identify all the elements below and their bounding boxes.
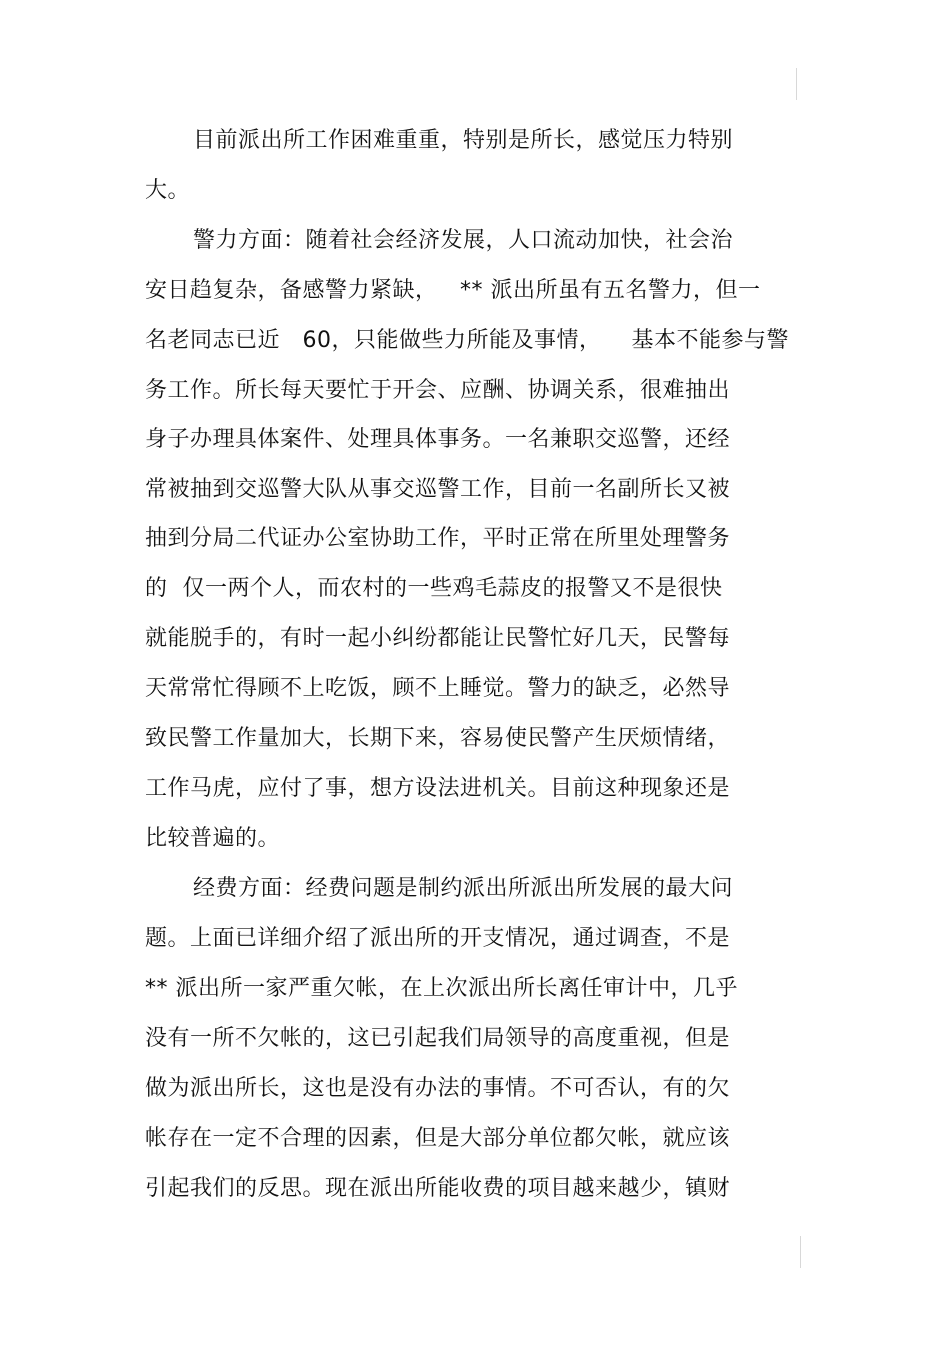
text-line-1: 目前派出所工作困难重重，特别是所长，感觉压力特别 [193, 128, 734, 153]
text-line-9: 抽到分局二代证办公室协助工作，平时正常在所里处理警务 [145, 526, 731, 551]
text-line-3: 警力方面：随着社会经济发展，人口流动加快，社会治 [193, 228, 734, 253]
text-line-10: 的 仅一两个人，而农村的一些鸡毛蒜皮的报警又不是很快 [145, 576, 723, 601]
text-line-21: 帐存在一定不合理的因素，但是大部分单位都欠帐，就应该 [145, 1126, 731, 1151]
text-line-19: 没有一所不欠帐的，这已引起我们局领导的高度重视，但是 [145, 1026, 731, 1051]
text-line-15: 比较普遍的。 [145, 826, 281, 851]
text-line-17: 题。上面已详细介绍了派出所的开支情况，通过调查，不是 [145, 926, 731, 951]
top-right-edge-mark [796, 68, 797, 100]
text-line-12: 天常常忙得顾不上吃饭，顾不上睡觉。警力的缺乏，必然导 [145, 676, 731, 701]
text-line-2: 大。 [145, 178, 191, 203]
text-line-20: 做为派出所长，这也是没有办法的事情。不可否认，有的欠 [145, 1076, 731, 1101]
text-line-4: 安日趋复杂，备感警力紧缺， ** 派出所虽有五名警力，但一 [145, 278, 761, 303]
text-line-14: 工作马虎，应付了事，想方设法进机关。目前这种现象还是 [145, 776, 731, 801]
text-line-13: 致民警工作量加大，长期下来，容易使民警产生厌烦情绪， [145, 726, 731, 751]
text-line-6: 务工作。所长每天要忙于开会、应酬、协调关系，很难抽出 [145, 378, 731, 403]
text-line-7: 身子办理具体案件、处理具体事务。一名兼职交巡警，还经 [145, 427, 731, 452]
text-line-16: 经费方面：经费问题是制约派出所派出所发展的最大问 [193, 876, 734, 901]
text-line-5: 名老同志已近 60，只能做些力所能及事情， 基本不能参与警 [145, 328, 789, 353]
text-line-8: 常被抽到交巡警大队从事交巡警工作，目前一名副所长又被 [145, 477, 731, 502]
text-line-11: 就能脱手的，有时一起小纠纷都能让民警忙好几天，民警每 [145, 626, 731, 651]
text-line-18: ** 派出所一家严重欠帐，在上次派出所长离任审计中，几乎 [145, 976, 738, 1001]
bottom-right-edge-mark [800, 1236, 801, 1268]
text-line-22: 引起我们的反思。现在派出所能收费的项目越来越少，镇财 [145, 1176, 731, 1201]
